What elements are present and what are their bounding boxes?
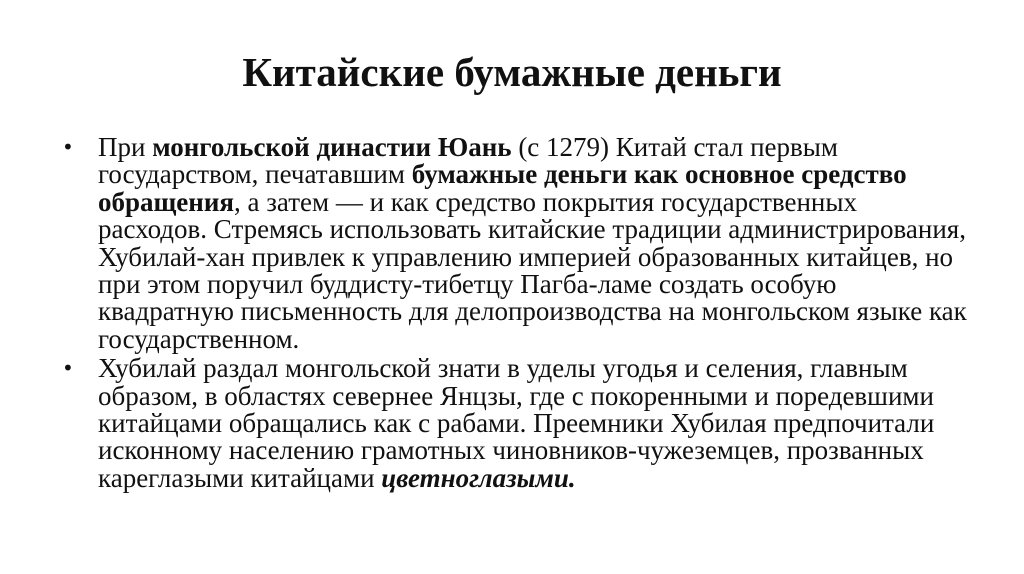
- bullet-dot-icon: •: [62, 356, 74, 381]
- bullet-item: [60, 134, 970, 353]
- bold-text-segment: монгольской династии Юань: [152, 132, 512, 162]
- text-segment: , а затем — и как средство покрытия государственных расходов. Стремясь использовать китайские традиции администрирования, Хубилай-хан привлек к управлению империей образованных китайцев, но при этом поручил буддисту-тибетцу Пагба-ламе создать особую квадратную письменность для делопроизводства на монгольском языке как государственном.: [98, 186, 967, 354]
- slide-title: Китайские бумажные деньги: [242, 49, 782, 95]
- bold-text-segment: бумажные деньги как основное средство обращения: [98, 159, 907, 217]
- text-segment: (с 1279) Китай стал первым государством, печатавшим: [98, 132, 839, 190]
- bullet-list: [60, 134, 970, 494]
- text-segment: При: [98, 132, 153, 162]
- bullet-text: [98, 134, 970, 353]
- text-segment: Хубилай раздал монгольской знати в уделы угодья и селения, главным образом, в областях севернее Янцзы, где с покоренными и поредевшими китайцами обращались как с рабами. Преемники Хубилая предпочитали исконному населению грамотных чиновников-чужеземцев, прозванных кареглазыми китайцами: [98, 353, 935, 493]
- bullet-dot-icon: •: [62, 135, 74, 159]
- bullet-text: [98, 355, 970, 492]
- bullet-item: [60, 355, 970, 492]
- bold-italic-text-segment: цветноглазыми.: [381, 462, 576, 493]
